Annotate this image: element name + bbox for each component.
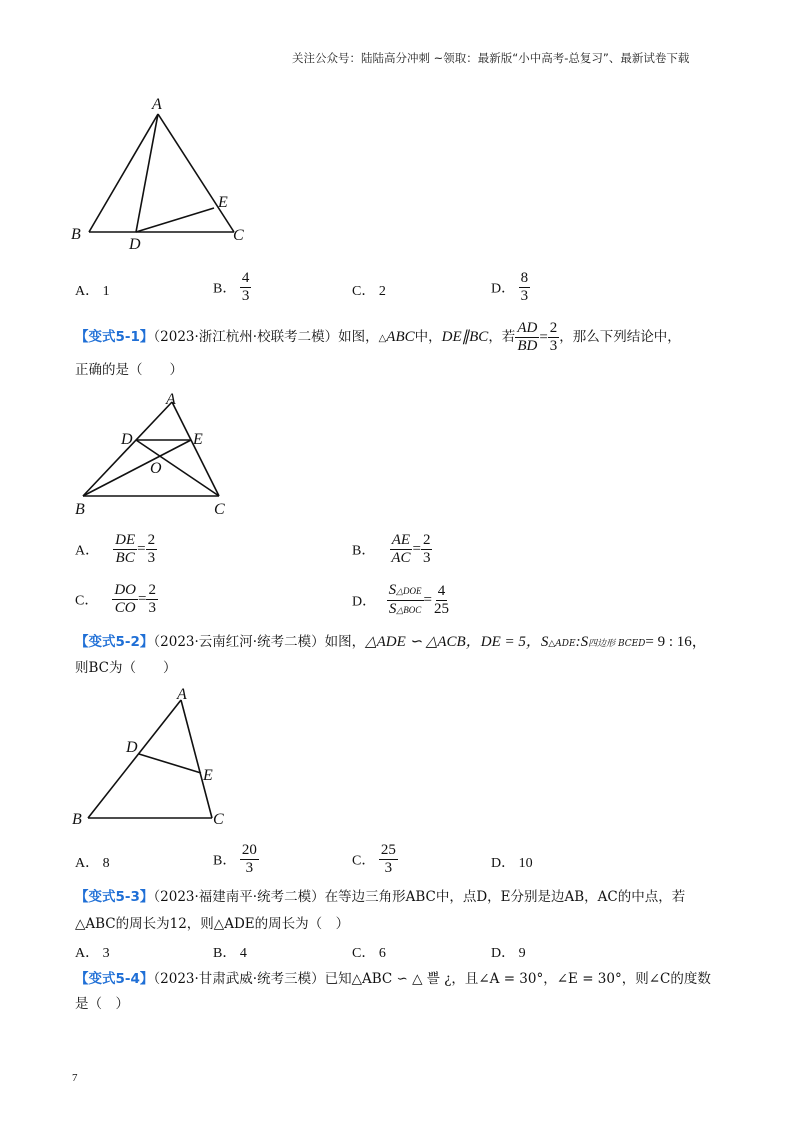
label-c: C xyxy=(213,811,224,828)
segment-dc xyxy=(136,440,219,496)
option-d[interactable]: D． 10 xyxy=(491,856,533,871)
label-c: C xyxy=(233,227,244,244)
label-d: D xyxy=(129,236,141,253)
option-c[interactable]: C． 2 xyxy=(352,284,386,299)
segment-de xyxy=(136,208,214,232)
label-e: E xyxy=(193,431,203,448)
segment-be xyxy=(83,440,191,496)
figure-triangle-abc-2 xyxy=(66,386,246,520)
page-number: 7 xyxy=(72,1072,78,1084)
option-a[interactable]: A． 3 xyxy=(75,946,110,961)
option-c[interactable]: C． 6 xyxy=(352,946,386,961)
option-c[interactable]: C． $\frac{DO}{CO}$ = $\frac{2}{3}$ xyxy=(75,582,156,616)
label-e: E xyxy=(218,194,228,211)
label-a: A xyxy=(152,96,162,113)
label-d: D xyxy=(121,431,133,448)
option-a[interactable]: A． $\frac{DE}{BC}$ = $\frac{2}{3}$ xyxy=(75,532,156,566)
segment-ba xyxy=(88,700,181,818)
option-d[interactable]: D． $\frac{8}{3}$ xyxy=(491,270,529,304)
question-5-4-line2: 是（ ） xyxy=(75,996,129,1012)
question-5-2-line2: 则BC为（ ） xyxy=(75,660,177,676)
page-header: 关注公众号：陆陆高分冲刺 ~领取：最新版“小中高考-总复习”、最新试卷下载 xyxy=(292,51,690,65)
label-a: A xyxy=(177,686,187,703)
option-a[interactable]: A． 8 xyxy=(75,856,110,871)
segment-ac xyxy=(181,700,212,818)
question-5-1-line2: 正确的是（ ） xyxy=(75,362,183,378)
label-c: C xyxy=(214,501,225,518)
option-d[interactable]: D． 9 xyxy=(491,946,526,961)
label-o: O xyxy=(150,460,162,477)
label-b: B xyxy=(71,226,81,243)
option-c[interactable]: C． $\frac{25}{3}$ xyxy=(352,842,396,876)
question-5-3-line1: 【变式5-3】（2023·福建南平·统考二模）在等边三角形ABC中，点D，E分别是边AB，AC的中点，若 xyxy=(75,889,686,905)
option-d[interactable]: D． $\frac{\text{S△DOE}}{\text{S△BOC}}$ = $\frac{4}{25}$ xyxy=(352,582,450,617)
option-b[interactable]: B． $\frac{AE}{AC}$ = $\frac{2}{3}$ xyxy=(352,532,431,566)
figure-triangle-abc-1 xyxy=(66,94,256,254)
option-a[interactable]: A． 1 xyxy=(75,284,110,299)
label-b: B xyxy=(72,811,82,828)
option-b[interactable]: B． 4 xyxy=(213,946,247,961)
segment-ac xyxy=(172,402,219,496)
question-5-1-line1: 【变式5-1】（2023·浙江杭州·校联考二模）如图，△ABC中，DE∥BC，若 $\frac{AD}{BD}$ = $\frac{2}{3}$ ，那么下列结论中， xyxy=(75,320,681,354)
label-a: A xyxy=(166,391,176,408)
segment-ba xyxy=(83,402,172,496)
label-b: B xyxy=(75,501,85,518)
question-5-2-line1: 【变式5-2】（2023·云南红河·统考二模）如图，△ADE ∽ △ACB，DE = 5，S△ADE:S四边形 BCED= 9 : 16， xyxy=(75,634,707,650)
option-b[interactable]: B． $\frac{20}{3}$ xyxy=(213,842,257,876)
label-e: E xyxy=(203,767,213,784)
label-d: D xyxy=(126,739,138,756)
segment-de xyxy=(139,754,201,773)
figure-triangle-adc xyxy=(66,684,246,828)
option-b[interactable]: B． $\frac{4}{3}$ xyxy=(213,270,250,304)
question-5-4-line1: 【变式5-4】（2023·甘肃武威·统考三模）已知△ABC ∽ △ 쁠 ¿，且∠A = 30°，∠E = 30°，则∠C的度数 xyxy=(75,971,711,987)
question-5-3-line2: △ABC的周长为12，则△ADE的周长为（ ） xyxy=(75,916,350,932)
